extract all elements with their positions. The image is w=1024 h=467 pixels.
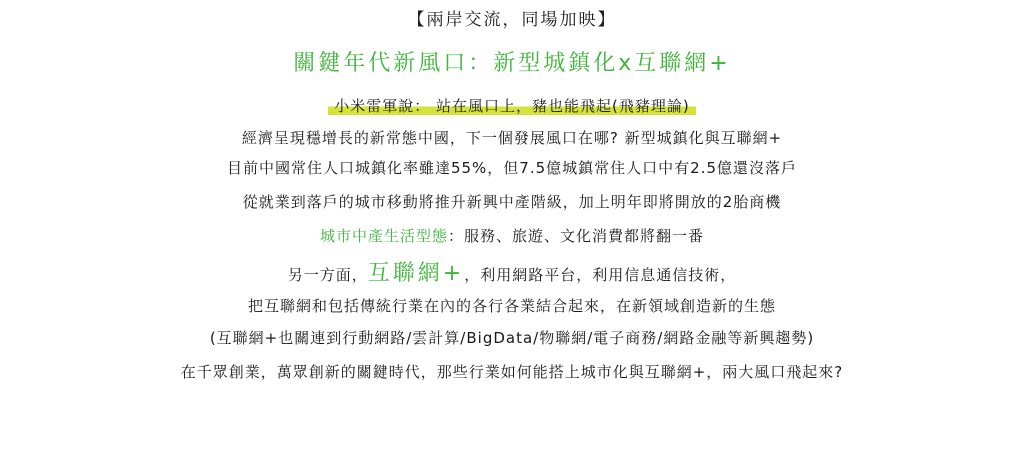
paragraph-line-6: 把互聯網和包括傳統行業在內的各行各業結合起來，在新領域創造新的生態 xyxy=(247,297,776,315)
line-text: ，利用網路平台，利用信息通信技術， xyxy=(464,266,737,284)
line-text: ：服務、旅遊、文化消費都將翻一番 xyxy=(448,227,705,245)
line-lead: 另一方面， xyxy=(287,266,368,284)
page-title: 關鍵年代新風口：新型城鎮化x互聯網+ xyxy=(293,51,731,76)
paragraph-line-2: 目前中國常住人口城鎮化率雖達55%，但7.5億城鎮常住人口中有2.5億還沒落戶 xyxy=(226,159,798,177)
highlight-term: 城市中產生活型態 xyxy=(319,227,448,245)
quote-line xyxy=(0,96,1024,116)
paragraph-line-8: 在千眾創業，萬眾創新的關鍵時代，那些行業如何能搭上城市化與互聯網+，兩大風口飛起來? xyxy=(180,363,844,381)
paragraph-line-7: (互聯網+也關連到行動網路/雲計算/BigData/物聯網/電子商務/網路金融等新興趨勢) xyxy=(209,329,815,347)
section-header: 【兩岸交流，同場加映】 xyxy=(407,10,617,30)
paragraph-line-4 xyxy=(0,226,1024,246)
paragraph-line-1: 經濟呈現穩增長的新常態中國，下一個發展風口在哪? 新型城鎮化與互聯網+ xyxy=(241,129,783,147)
paragraph-line-3: 從就業到落戶的城市移動將推升新興中產階級，加上明年即將開放的2胎商機 xyxy=(242,193,782,211)
highlight-term-large: 互聯網+ xyxy=(367,261,465,286)
paragraph-line-5 xyxy=(0,261,1024,288)
highlighted-quote: 小米雷軍說： 站在風口上，豬也能飛起(飛豬理論) xyxy=(328,97,695,115)
